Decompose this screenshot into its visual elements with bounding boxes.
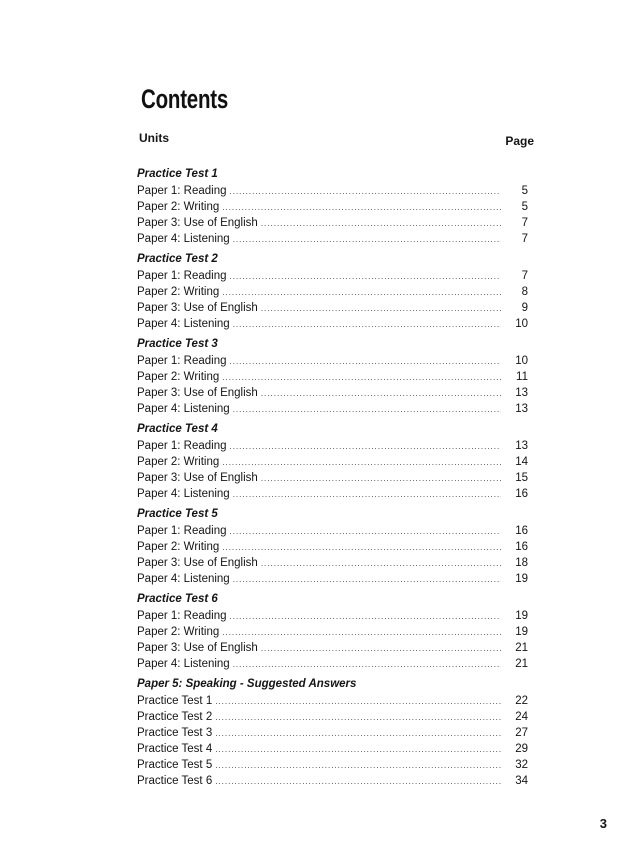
entry-label: Paper 2: Writing	[137, 201, 220, 213]
dot-leader	[230, 269, 501, 285]
page-number: 3	[599, 816, 607, 831]
entry-page-number: 7	[521, 270, 528, 282]
entry-page-number: 5	[521, 185, 528, 197]
dot-leader	[233, 657, 501, 673]
toc-entry[interactable]	[137, 284, 528, 300]
entry-label: Paper 3: Use of English	[137, 387, 258, 399]
toc-entry[interactable]	[137, 539, 528, 555]
toc-entry[interactable]	[137, 757, 528, 773]
toc-section-practice-test-6	[137, 591, 528, 672]
dot-leader	[222, 285, 501, 301]
entry-label: Practice Test 2	[137, 711, 213, 723]
entry-page-number: 13	[515, 387, 528, 399]
toc-entry[interactable]	[137, 199, 528, 215]
entry-page-number: 18	[515, 557, 528, 569]
dot-leader	[230, 439, 501, 455]
entry-label: Practice Test 6	[137, 775, 213, 787]
toc-entry[interactable]	[137, 656, 528, 672]
dot-leader	[261, 556, 501, 572]
entry-label: Paper 2: Writing	[137, 626, 220, 638]
toc-section-speaking-answers	[137, 676, 528, 789]
toc-entry[interactable]	[137, 316, 528, 332]
toc-entry[interactable]	[137, 773, 528, 789]
entry-label: Practice Test 4	[137, 743, 213, 755]
entry-label: Paper 4: Listening	[137, 403, 230, 415]
entry-page-number: 27	[515, 727, 528, 739]
entry-page-number: 7	[521, 217, 528, 229]
entry-page-number: 21	[515, 642, 528, 654]
entry-label: Paper 4: Listening	[137, 318, 230, 330]
toc-entry[interactable]	[137, 486, 528, 502]
entry-label: Paper 3: Use of English	[137, 217, 258, 229]
dot-leader	[261, 641, 501, 657]
toc-entry[interactable]	[137, 571, 528, 587]
dot-leader	[261, 216, 501, 232]
section-title: Practice Test 1	[137, 168, 218, 180]
section-title: Practice Test 5	[137, 508, 218, 520]
dot-leader	[215, 758, 501, 774]
section-title: Practice Test 6	[137, 593, 218, 605]
entry-page-number: 13	[515, 440, 528, 452]
entry-page-number: 19	[515, 626, 528, 638]
entry-page-number: 10	[515, 355, 528, 367]
entry-page-number: 19	[515, 610, 528, 622]
dot-leader	[222, 540, 501, 556]
entry-label: Paper 3: Use of English	[137, 472, 258, 484]
entry-label: Paper 2: Writing	[137, 286, 220, 298]
entry-page-number: 13	[515, 403, 528, 415]
toc-entry[interactable]	[137, 385, 528, 401]
entry-page-number: 14	[515, 456, 528, 468]
toc-entry[interactable]	[137, 555, 528, 571]
page-title: Contents	[141, 84, 229, 114]
dot-leader	[261, 471, 501, 487]
dot-leader	[233, 317, 501, 333]
dot-leader	[230, 609, 501, 625]
dot-leader	[215, 710, 501, 726]
dot-leader	[230, 354, 501, 370]
units-column-header: Units	[139, 131, 169, 145]
dot-leader	[233, 487, 501, 503]
toc-entry[interactable]	[137, 523, 528, 539]
toc-section-practice-test-3	[137, 336, 528, 417]
entry-label: Paper 3: Use of English	[137, 302, 258, 314]
dot-leader	[233, 402, 501, 418]
toc-entry[interactable]	[137, 401, 528, 417]
entry-label: Paper 1: Reading	[137, 270, 227, 282]
dot-leader	[222, 370, 501, 386]
toc-entry[interactable]	[137, 608, 528, 624]
entry-page-number: 7	[521, 233, 528, 245]
entry-page-number: 10	[515, 318, 528, 330]
entry-page-number: 16	[515, 541, 528, 553]
entry-page-number: 16	[515, 525, 528, 537]
toc-entry[interactable]	[137, 640, 528, 656]
toc-entry[interactable]	[137, 725, 528, 741]
dot-leader	[261, 301, 501, 317]
toc-section-practice-test-4	[137, 421, 528, 502]
section-title: Practice Test 3	[137, 338, 218, 350]
toc-section-practice-test-5	[137, 506, 528, 587]
page-column-header: Page	[505, 134, 534, 148]
toc-entry[interactable]	[137, 268, 528, 284]
entry-label: Paper 4: Listening	[137, 573, 230, 585]
toc-entry[interactable]	[137, 454, 528, 470]
entry-page-number: 11	[516, 371, 528, 383]
entry-label: Paper 1: Reading	[137, 610, 227, 622]
dot-leader	[215, 742, 501, 758]
entry-label: Paper 4: Listening	[137, 488, 230, 500]
entry-page-number: 24	[515, 711, 528, 723]
table-of-contents	[137, 166, 528, 789]
toc-entry[interactable]	[137, 369, 528, 385]
section-title: Practice Test 2	[137, 253, 218, 265]
dot-leader	[222, 455, 501, 471]
entry-label: Practice Test 1	[137, 695, 213, 707]
entry-page-number: 32	[515, 759, 528, 771]
dot-leader	[215, 694, 501, 710]
entry-label: Paper 2: Writing	[137, 456, 220, 468]
toc-entry[interactable]	[137, 438, 528, 454]
section-title: Practice Test 4	[137, 423, 218, 435]
dot-leader	[230, 184, 501, 200]
toc-entry[interactable]	[137, 470, 528, 486]
entry-page-number: 8	[521, 286, 528, 298]
entry-label: Paper 1: Reading	[137, 440, 227, 452]
dot-leader	[222, 625, 501, 641]
toc-entry[interactable]	[137, 353, 528, 369]
toc-entry[interactable]	[137, 741, 528, 757]
section-title: Paper 5: Speaking - Suggested Answers	[137, 678, 357, 690]
entry-page-number: 15	[515, 472, 528, 484]
toc-entry[interactable]	[137, 231, 528, 247]
toc-entry[interactable]	[137, 300, 528, 316]
entry-label: Paper 2: Writing	[137, 371, 220, 383]
toc-entry[interactable]	[137, 709, 528, 725]
dot-leader	[233, 572, 501, 588]
entry-label: Practice Test 3	[137, 727, 213, 739]
entry-page-number: 22	[515, 695, 528, 707]
toc-entry[interactable]	[137, 215, 528, 231]
dot-leader	[215, 726, 501, 742]
entry-page-number: 16	[515, 488, 528, 500]
toc-entry[interactable]	[137, 183, 528, 199]
entry-label: Paper 3: Use of English	[137, 557, 258, 569]
entry-label: Paper 3: Use of English	[137, 642, 258, 654]
entry-label: Paper 1: Reading	[137, 525, 227, 537]
toc-entry[interactable]	[137, 693, 528, 709]
dot-leader	[222, 200, 501, 216]
entry-label: Paper 1: Reading	[137, 355, 227, 367]
dot-leader	[233, 232, 501, 248]
entry-label: Paper 1: Reading	[137, 185, 227, 197]
toc-entry[interactable]	[137, 624, 528, 640]
dot-leader	[215, 774, 501, 790]
entry-label: Practice Test 5	[137, 759, 213, 771]
entry-page-number: 21	[515, 658, 528, 670]
dot-leader	[261, 386, 501, 402]
entry-page-number: 29	[515, 743, 528, 755]
entry-label: Paper 2: Writing	[137, 541, 220, 553]
toc-section-practice-test-2	[137, 251, 528, 332]
entry-page-number: 5	[521, 201, 528, 213]
entry-page-number: 9	[521, 302, 528, 314]
entry-label: Paper 4: Listening	[137, 233, 230, 245]
dot-leader	[230, 524, 501, 540]
entry-page-number: 19	[515, 573, 528, 585]
toc-section-practice-test-1	[137, 166, 528, 247]
entry-label: Paper 4: Listening	[137, 658, 230, 670]
entry-page-number: 34	[515, 775, 528, 787]
